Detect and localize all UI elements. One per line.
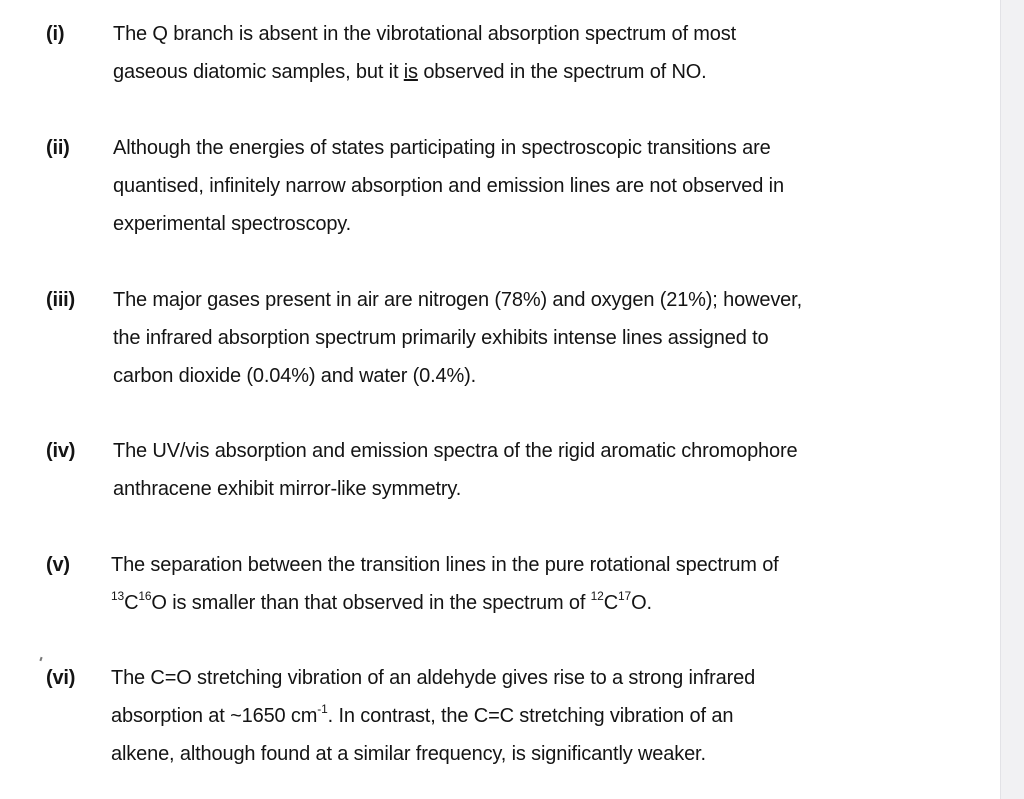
isotope-mass-number: 13 (111, 589, 125, 604)
text-line: experimental spectroscopy. (113, 213, 352, 235)
statement-number: (ii) (46, 137, 70, 159)
text-segment: C (124, 592, 139, 614)
text-segment: O. (631, 592, 652, 614)
text-line: anthracene exhibit mirror-like symmetry. (113, 478, 462, 500)
text-line: Although the energies of states participating in spectroscopic transitions are (113, 137, 771, 159)
isotope-mass-number: 16 (138, 589, 152, 604)
statement-number: (i) (46, 23, 65, 45)
text-line (113, 53, 903, 91)
text-line: carbon dioxide (0.04%) and water (0.4%). (113, 365, 477, 387)
text-line (111, 697, 901, 735)
text-segment: C (603, 592, 619, 614)
scrollbar-track[interactable] (1000, 0, 1024, 799)
text-segment: . In contrast, the C=C stretching vibration of an (327, 705, 734, 727)
statement-number: (iv) (46, 440, 76, 462)
text-line: The major gases present in air are nitrogen (78%) and oxygen (21%); however, (113, 289, 802, 311)
statement-text (113, 281, 903, 395)
text-line: the infrared absorption spectrum primarily exhibits intense lines assigned to (113, 327, 769, 349)
text-line: The Q branch is absent in the vibrotational absorption spectrum of most (113, 23, 737, 45)
text-line (111, 584, 901, 622)
text-line: The C=O stretching vibration of an aldehyde gives rise to a strong infrared (111, 667, 756, 689)
stray-mark (39, 657, 42, 661)
text-line: The UV/vis absorption and emission spectra of the rigid aromatic chromophore (113, 440, 798, 462)
statement-text (113, 432, 903, 508)
text-segment: gaseous diatomic samples, but it (113, 61, 404, 83)
isotope-mass-number: 12 (590, 589, 604, 604)
text-segment: observed in the spectrum of NO. (417, 61, 707, 83)
statement-text (113, 129, 903, 243)
text-line: alkene, although found at a similar frequency, is significantly weaker. (111, 743, 706, 765)
statement-number: (vi) (46, 667, 76, 689)
unit-exponent: -1 (317, 702, 328, 717)
underlined-word: is (403, 61, 418, 83)
statement-text (111, 659, 901, 773)
statement-number: (iii) (46, 289, 75, 311)
statement-number: (v) (46, 554, 70, 576)
isotope-mass-number: 17 (618, 589, 632, 604)
text-segment: absorption at ~1650 cm (111, 705, 318, 727)
text-line: The separation between the transition lines in the pure rotational spectrum of (111, 554, 779, 576)
text-line: quantised, infinitely narrow absorption and emission lines are not observed in (113, 175, 784, 197)
statement-text (111, 546, 901, 622)
statement-text (113, 15, 903, 91)
text-segment: O is smaller than that observed in the spectrum of (151, 592, 591, 614)
